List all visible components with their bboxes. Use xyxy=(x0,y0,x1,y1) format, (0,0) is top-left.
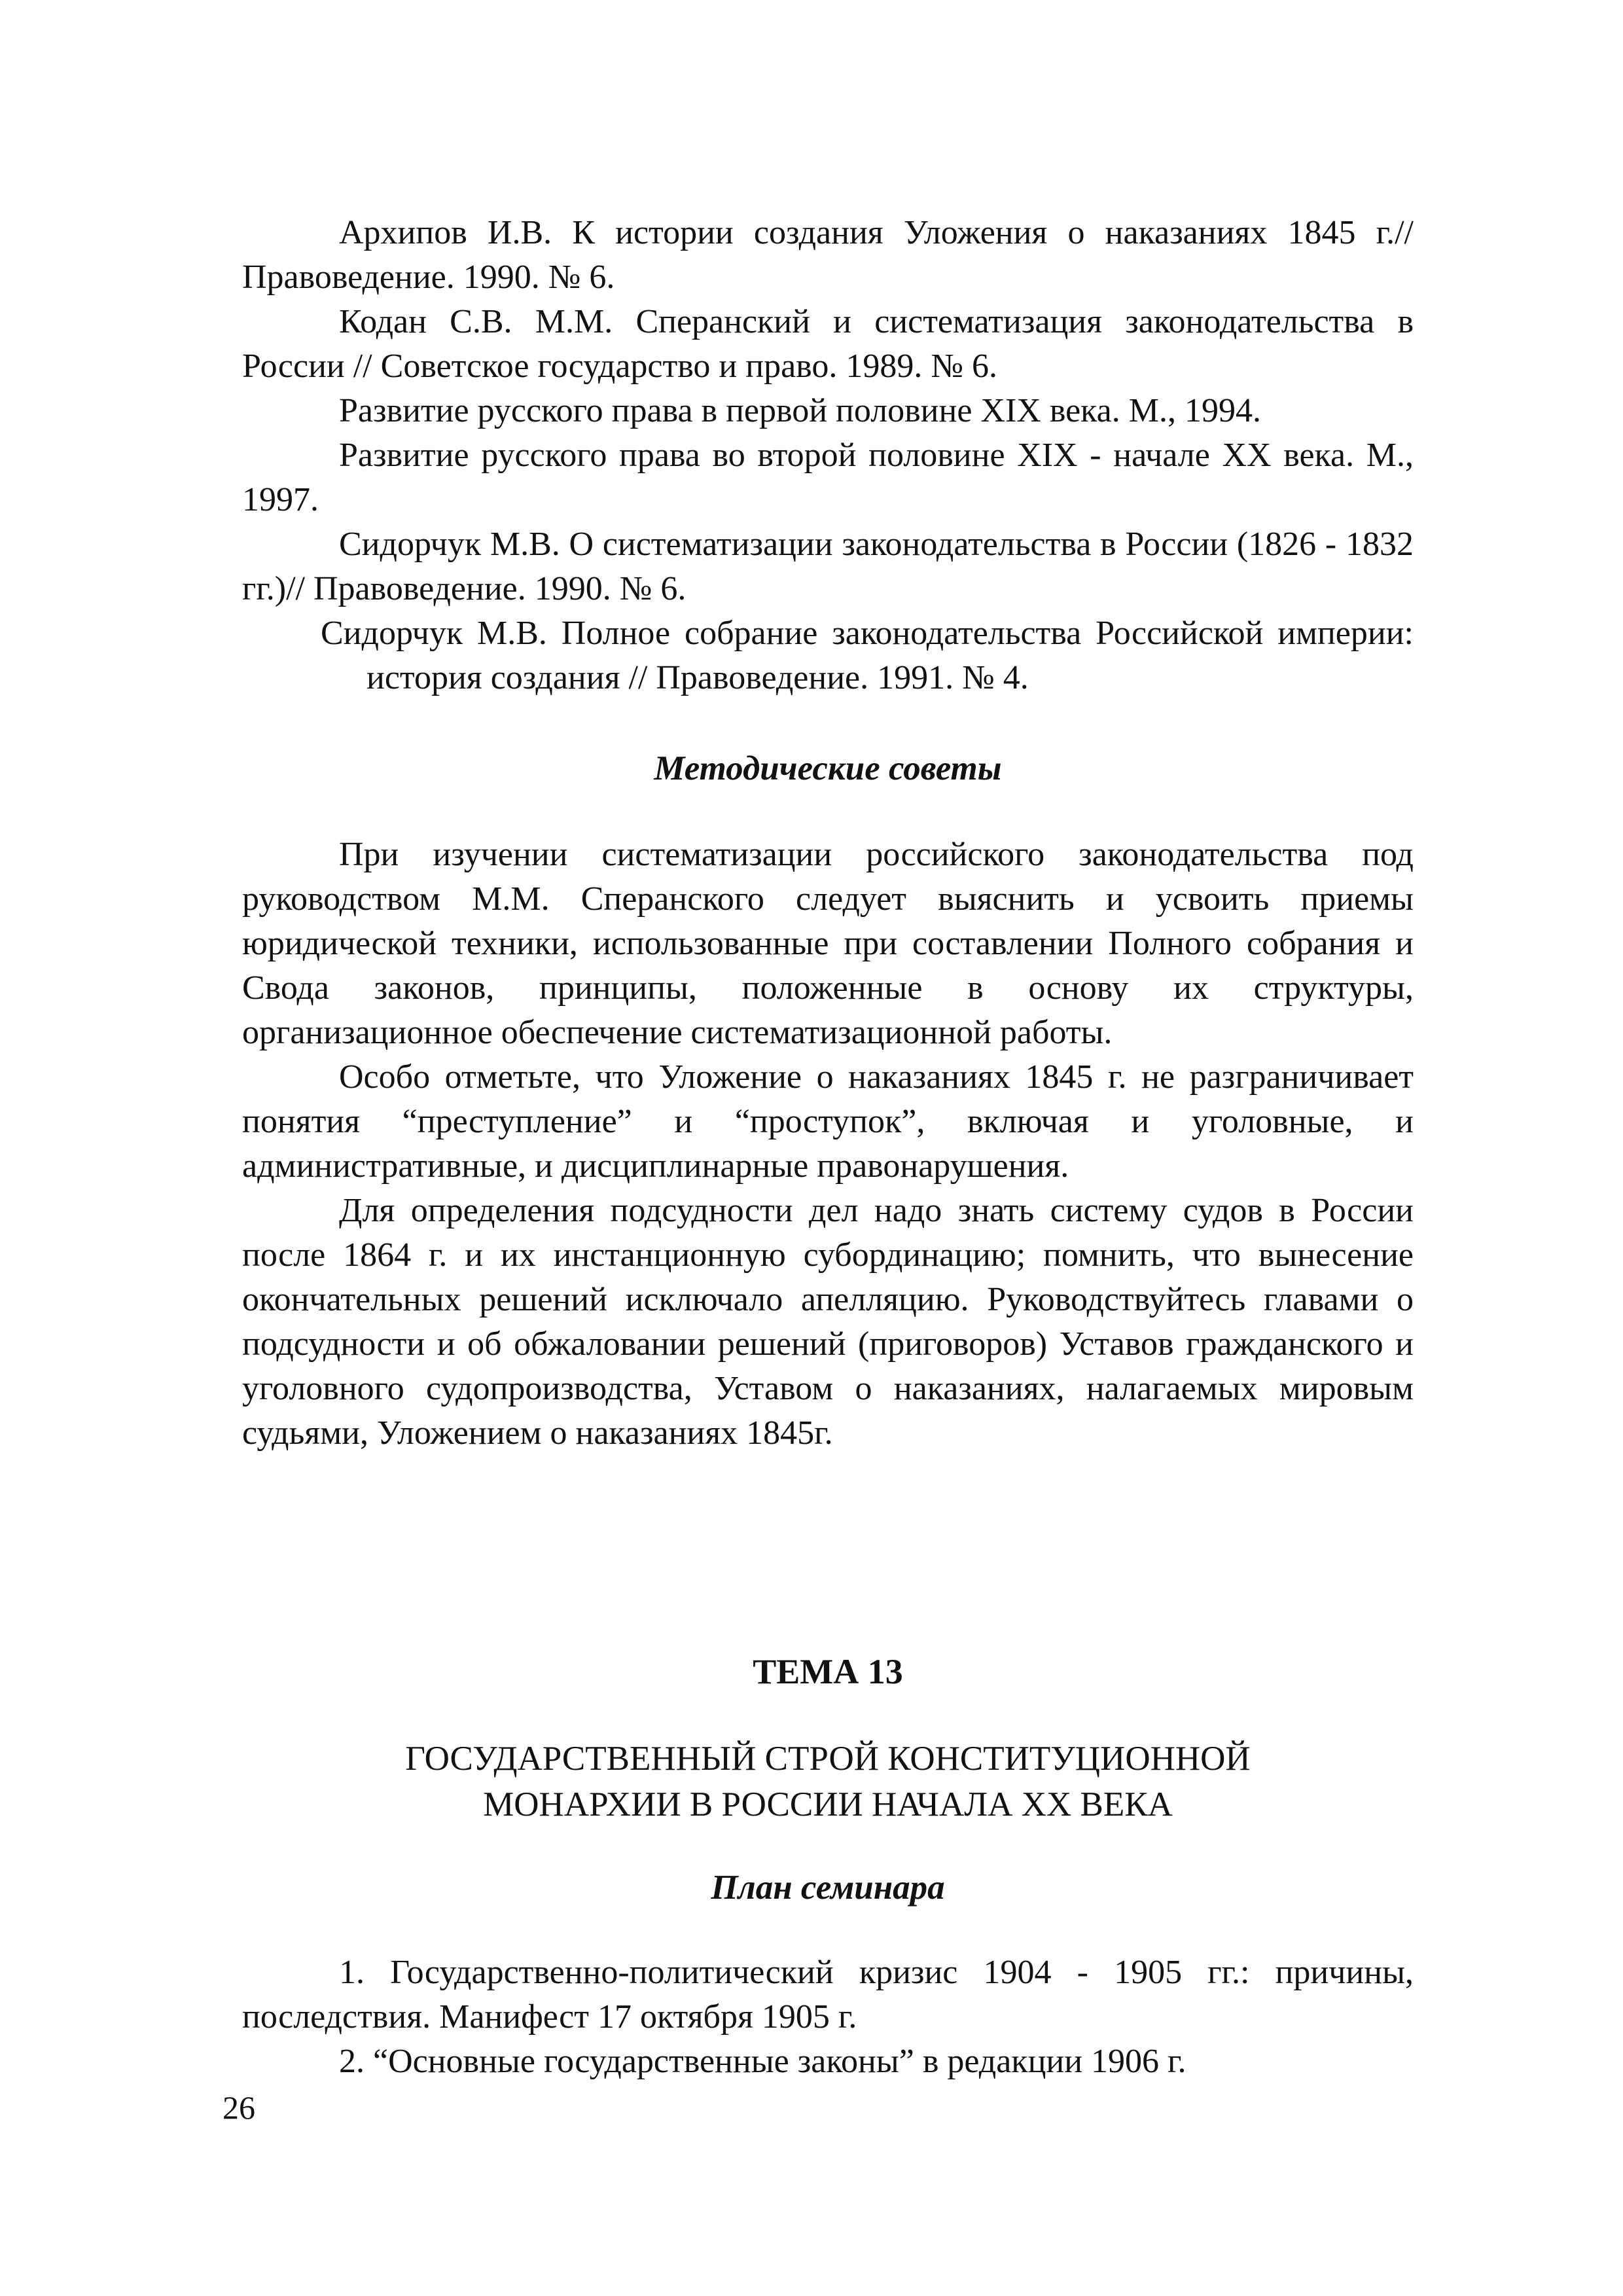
paragraph: При изучении систематизации российского законодательства под руководством М.М. Сперанского следует выяснить и усвоить приемы юридической техники, использованные при составлении Полного собрания и Свода законов, принципы, положенные в основу их структуры, организационное обеспечение систематизационной работы. xyxy=(242,836,1414,1051)
plan-list xyxy=(242,1950,1414,2084)
paragraph: Особо отметьте, что Уложение о наказаниях 1845 г. не разграничивает понятия “преступление” и “проступок”, включая и уголовные, и административные, и дисциплинарные правонарушения. xyxy=(242,1058,1414,1185)
methodical-text xyxy=(242,833,1414,1456)
plan-heading: План семинара xyxy=(711,1869,945,1907)
page-number: 26 xyxy=(223,2089,255,2126)
topic-number: ТЕМА 13 xyxy=(753,1652,903,1691)
section-heading: Методические советы xyxy=(654,749,1002,787)
plan-item: 2. “Основные государственные законы” в редакции 1906 г. xyxy=(339,2043,1186,2080)
topic-title-block xyxy=(242,1736,1414,1827)
reference-item: Развитие русского права во второй половине XIX - начале XX века. М., 1997. xyxy=(242,437,1414,518)
paragraph: Для определения подсудности дел надо знать систему судов в России после 1864 г. и их инстанционную субординацию; помнить, что вынесение окончательных решений исключало апелляцию. Руководствуйтесь главами о подсудности и об обжаловании решений (приговоров) Уставов гражданского и уголовного судопроизводства, Уставом о наказаниях, налагаемых мировым судьями, Уложением о наказаниях 1845г. xyxy=(242,1192,1414,1452)
methodical-heading-block xyxy=(242,746,1414,791)
plan-heading-block xyxy=(242,1865,1414,1910)
references-list xyxy=(242,211,1414,700)
topic-title: ГОСУДАРСТВЕННЫЙ СТРОЙ КОНСТИТУЦИОННОЙ МОНАРХИИ В РОССИИ НАЧАЛА XX ВЕКА xyxy=(405,1740,1251,1823)
reference-item: Архипов И.В. К истории создания Уложения о наказаниях 1845 г.// Правоведение. 1990. № 6. xyxy=(242,214,1414,296)
reference-item: Сидорчук М.В. Полное собрание законодательства Российской империи: история создания // Правоведение. 1991. № 4. xyxy=(321,615,1414,696)
topic-heading-block xyxy=(242,1649,1414,1694)
plan-item: 1. Государственно-политический кризис 1904 - 1905 гг.: причины, последствия. Манифест 17 октября 1905 г. xyxy=(242,1954,1414,2036)
reference-item: Сидорчук М.В. О систематизации законодательства в России (1826 - 1832 гг.)// Правоведение. 1990. № 6. xyxy=(242,526,1414,607)
reference-item: Развитие русского права в первой половине XIX века. М., 1994. xyxy=(339,392,1261,429)
reference-item: Кодан С.В. М.М. Сперанский и систематизация законодательства в России // Советское государство и право. 1989. № 6. xyxy=(242,303,1414,385)
